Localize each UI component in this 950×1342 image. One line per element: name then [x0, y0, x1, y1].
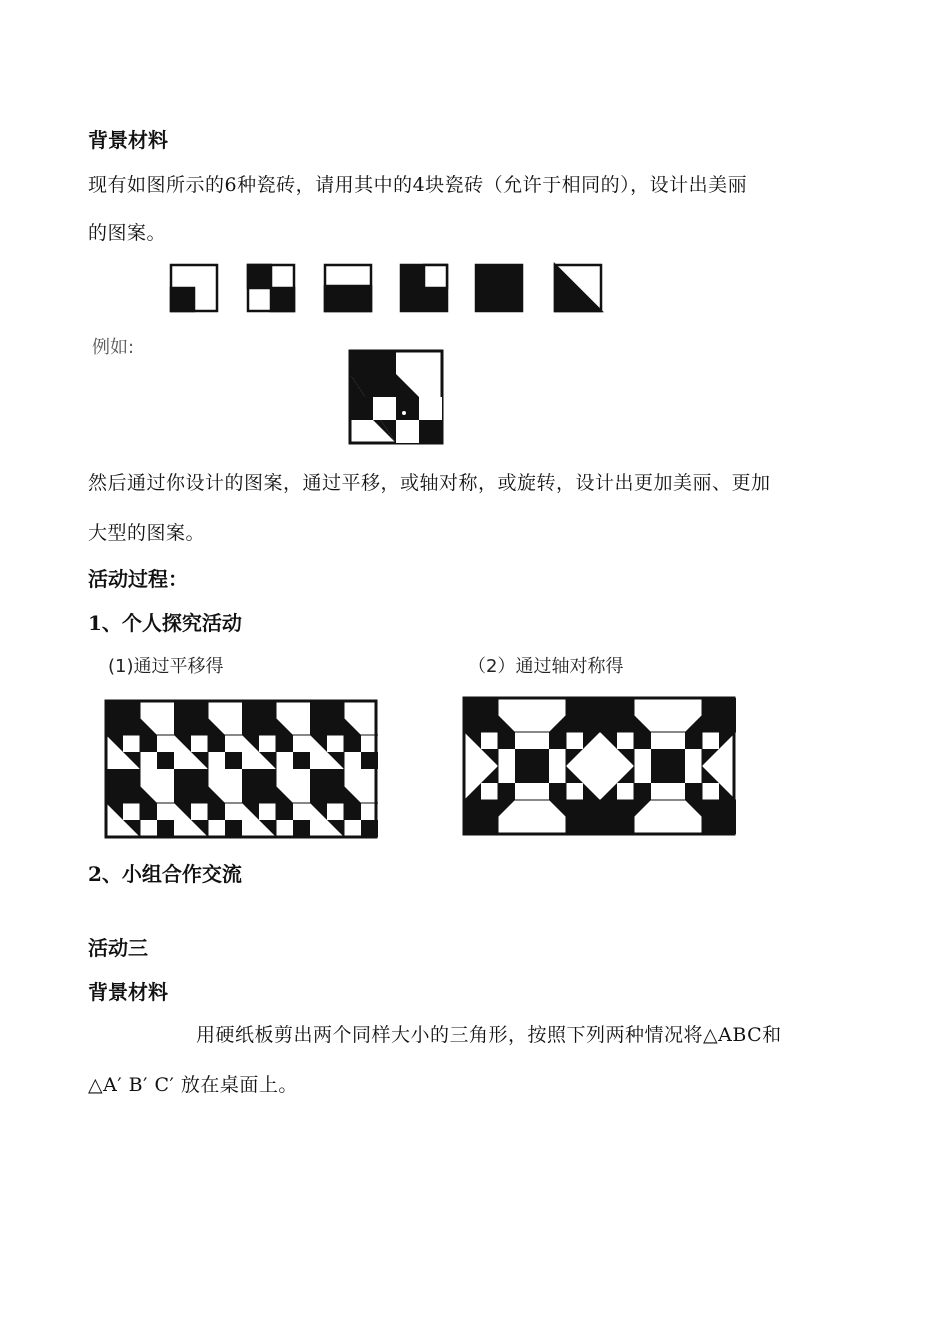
- paragraph-line: 现有如图所示的6种瓷砖，请用其中的4块瓷砖（允许于相同的），设计出美丽: [88, 174, 748, 196]
- section-heading-background-2: 背景材料: [88, 980, 168, 1004]
- paragraph-line: 用硬纸板剪出两个同样大小的三角形，按照下列两种情况将△ABC和: [196, 1024, 782, 1046]
- tile-bottom-half-black: [325, 265, 371, 311]
- reflection-pattern-figure: [462, 695, 736, 837]
- activity-three-title: 活动三: [88, 936, 148, 960]
- step-one-heading: 1、个人探究活动: [88, 611, 242, 635]
- translation-pattern-figure: [104, 698, 379, 840]
- paragraph-line: 的图案。: [88, 222, 167, 244]
- tile-diagonal: [555, 265, 601, 311]
- tile-solid-black: [476, 265, 522, 311]
- section-heading-process: 活动过程：: [88, 567, 188, 591]
- six-tiles-figure: [160, 258, 620, 320]
- tile-white-corner: [401, 265, 447, 311]
- section-heading-background: 背景材料: [88, 128, 168, 152]
- example-label: 例如:: [92, 337, 135, 358]
- tile-bottom-left-black: [171, 265, 217, 311]
- tile-checker: [248, 265, 294, 311]
- step-two-heading: 2、小组合作交流: [88, 862, 242, 886]
- paragraph-line: 然后通过你设计的图案，通过平移，或轴对称，或旋转，设计出更加美丽、更加: [88, 472, 771, 494]
- example-design-figure: [348, 348, 444, 446]
- figure-caption-translation: (1)通过平移得: [108, 656, 224, 677]
- paragraph-line: 大型的图案。: [88, 522, 206, 544]
- paragraph-line: △A′ B′ C′ 放在桌面上。: [88, 1074, 298, 1096]
- figure-caption-reflection: （2）通过轴对称得: [468, 656, 624, 677]
